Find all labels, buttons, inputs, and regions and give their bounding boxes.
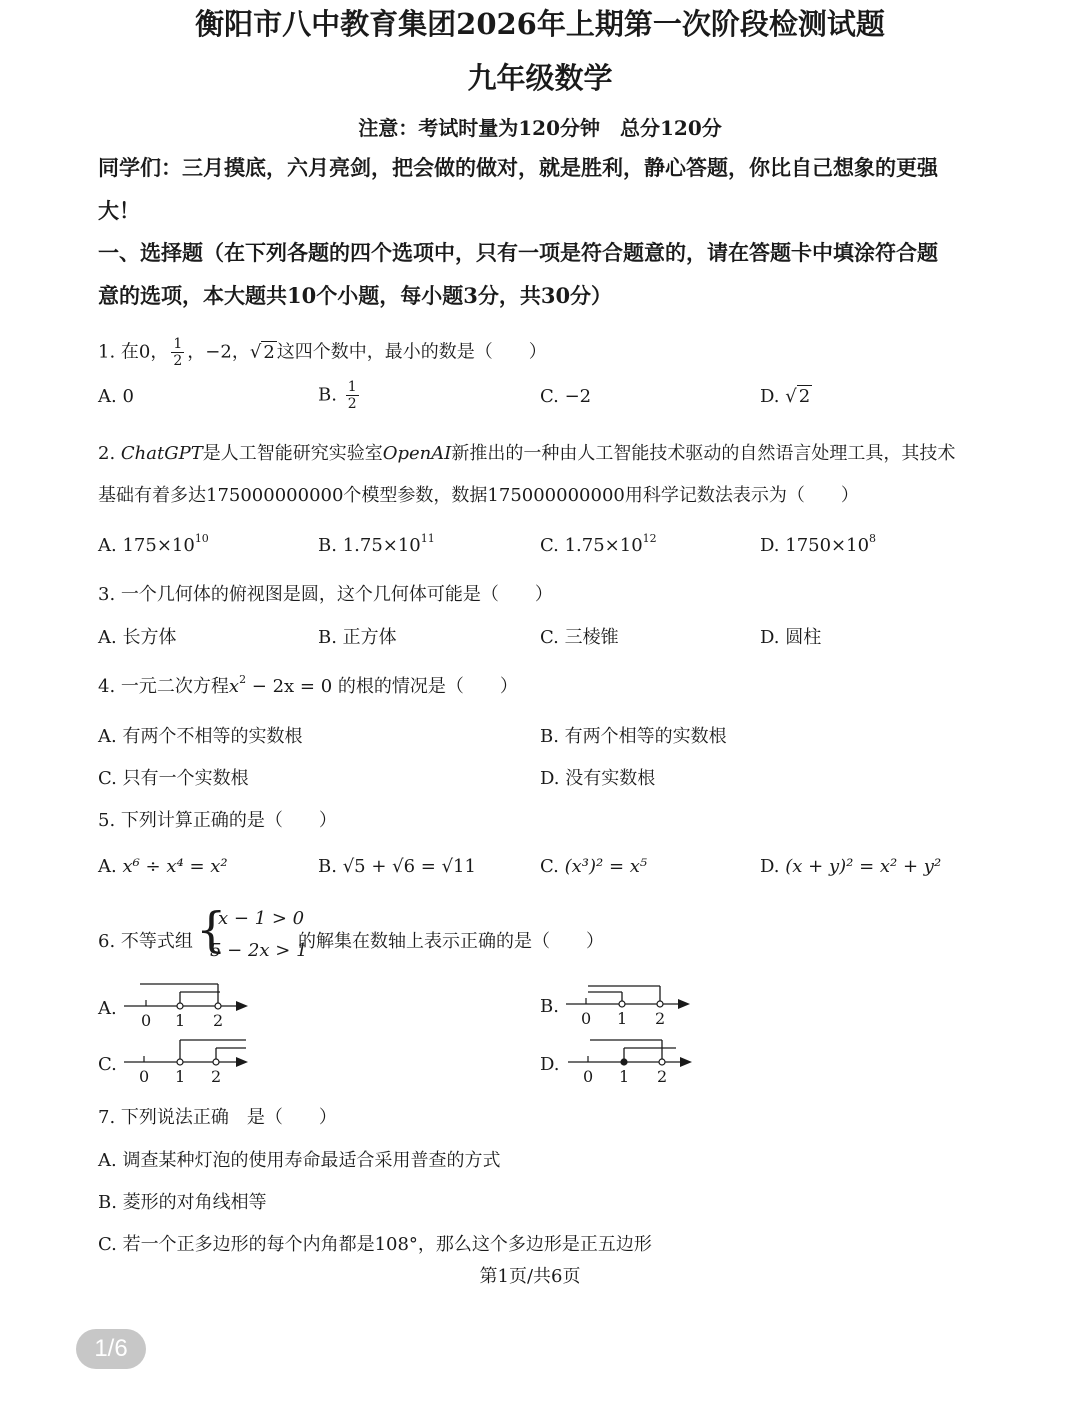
q3-option-a: A. 长方体 <box>98 627 177 648</box>
exam-notice: 注意：考试时量为120分钟 总分120分 <box>358 116 722 140</box>
q4-option-d: D. 没有实数根 <box>540 768 656 789</box>
q7-option-b: B. 菱形的对角线相等 <box>98 1192 267 1213</box>
q7-option-a: A. 调查某种灯泡的使用寿命最适合采用普查的方式 <box>98 1150 501 1171</box>
exam-title: 衡阳市八中教育集团2026年上期第一次阶段检测试题 <box>195 7 885 41</box>
q3-option-d: D. 圆柱 <box>760 627 822 648</box>
tick-label-1: 1 <box>619 1067 630 1086</box>
exam-subtitle: 九年级数学 <box>467 61 613 95</box>
greeting-line-2: 大！ <box>98 198 140 223</box>
inequality-2: 5 − 2x > 1 <box>210 940 308 961</box>
q2-option-b: B. $1.75\times 10^{11}$ <box>318 532 435 556</box>
q7-option-c: C. 若一个正多边形的每个内角都是108°，那么这个多边形是正五边形 <box>98 1234 652 1255</box>
q2-option-c: C. $1.75\times 10^{12}$ <box>540 532 657 556</box>
question-5-stem: 5. 下列计算正确的是（ ） <box>98 810 337 831</box>
question-6-suffix: 的解集在数轴上表示正确的是（ ） <box>298 931 604 952</box>
question-4-stem: 4. 一元二次方程$x^2 - 2x = 0$ 的根的情况是（ ） <box>98 673 518 697</box>
q1-option-b: B. $\frac{1}{2}$ <box>318 379 357 412</box>
q4-option-c: C. 只有一个实数根 <box>98 768 249 789</box>
page-footer: 第1页/共6页 <box>479 1266 581 1287</box>
question-3-stem: 3. 一个几何体的俯视图是圆，这个几何体可能是（ ） <box>98 584 553 605</box>
tick-label-2: 2 <box>213 1011 224 1030</box>
number-line-b <box>562 978 702 1034</box>
greeting-line-1: 同学们：三月摸底，六月亮剑，把会做的做对，就是胜利，静心答题，你比自己想象的更强 <box>98 155 938 180</box>
q6-option-c-label: C. <box>98 1054 117 1075</box>
q4-option-b: B. 有两个相等的实数根 <box>540 726 727 747</box>
number-line-c <box>120 1034 260 1090</box>
fraction-half: $\frac{1}{2}$ <box>173 336 183 369</box>
tick-label-1: 1 <box>175 1011 186 1030</box>
q5-option-c: C. (x³)² = x⁵ <box>540 856 648 877</box>
tick-label-1: 1 <box>617 1009 628 1028</box>
page-indicator[interactable]: 1/6 <box>76 1329 146 1369</box>
number-line-a <box>120 978 260 1034</box>
section-heading-line-1: 一、选择题（在下列各题的四个选项中，只有一项是符合题意的，请在答题卡中填涂符合题 <box>98 240 938 265</box>
inequality-1: x − 1 > 0 <box>218 908 305 929</box>
q6-option-d-label: D. <box>540 1054 560 1075</box>
q3-option-c: C. 三棱锥 <box>540 627 619 648</box>
q6-option-b-label: B. <box>540 996 559 1017</box>
q5-option-b: B. √5 + √6 = √11 <box>318 856 476 877</box>
tick-label-1: 1 <box>175 1067 186 1086</box>
tick-label-0: 0 <box>139 1067 150 1086</box>
question-2-line-2: 基础有着多达175000000000个模型参数，数据175000000000用科学记数法表示为（ ） <box>98 485 859 506</box>
section-heading-line-2: 意的选项，本大题共10个小题，每小题3分，共30分） <box>98 283 613 308</box>
tick-label-2: 2 <box>657 1067 668 1086</box>
brace-symbol: { <box>196 902 227 958</box>
tick-label-0: 0 <box>581 1009 592 1028</box>
q5-option-d: D. (x + y)² = x² + y² <box>760 856 942 877</box>
q1-option-a: A. 0 <box>98 386 134 407</box>
q6-option-a-label: A. <box>98 998 117 1019</box>
question-7-stem: 7. 下列说法正确 是（ ） <box>98 1107 337 1128</box>
number-line-d <box>564 1034 704 1090</box>
q2-option-d: D. $1750\times 10^8$ <box>760 532 877 556</box>
q4-option-a: A. 有两个不相等的实数根 <box>98 726 303 747</box>
sqrt-symbol: √ <box>249 341 262 363</box>
tick-label-0: 0 <box>583 1067 594 1086</box>
tick-label-2: 2 <box>211 1067 222 1086</box>
tick-label-2: 2 <box>655 1009 666 1028</box>
q5-option-a: A. x⁶ ÷ x⁴ = x² <box>98 856 228 877</box>
q3-option-b: B. 正方体 <box>318 627 397 648</box>
tick-label-0: 0 <box>141 1011 152 1030</box>
question-2-line-1: 2. ChatGPT是人工智能研究实验室OpenAI新推出的一种由人工智能技术驱动的自然语言处理工具，其技术 <box>98 443 956 464</box>
question-1-stem: 1. 在0， $\frac{1}{2}$ ，−2，√ 2 这四个数中，最小的数是（ ） <box>98 336 547 369</box>
q1-option-c: C. −2 <box>540 386 592 407</box>
question-6-prefix: 6. 不等式组 <box>98 931 193 952</box>
q1-option-d: D. √ 2 <box>760 386 811 407</box>
q2-option-a: A. $175\times 10^{10}$ <box>98 532 209 556</box>
